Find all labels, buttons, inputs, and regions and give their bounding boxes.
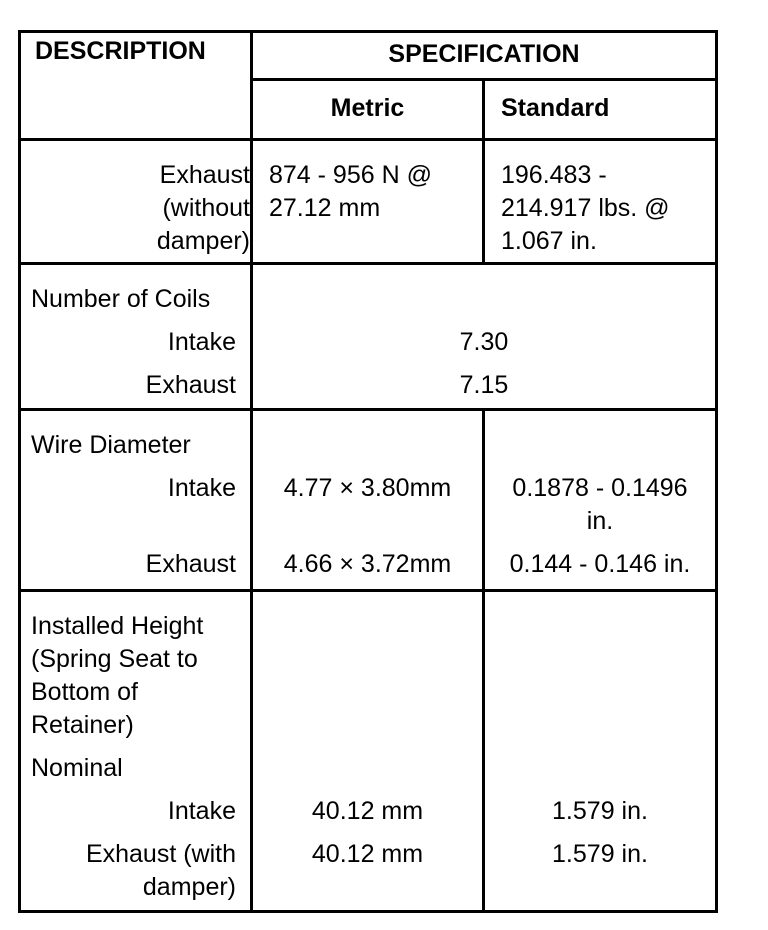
standard-header-label: Standard <box>501 93 610 122</box>
header-row <box>20 32 717 80</box>
exhaust-without-damper-metric <box>252 140 484 264</box>
coils-row <box>20 264 717 410</box>
height-intake-standard: 1.579 in. <box>552 797 648 825</box>
value-line: 874 - 956 N @ <box>269 161 432 189</box>
height-metric <box>252 591 484 912</box>
wire-diameter-row <box>20 410 717 591</box>
specification-header <box>252 32 717 80</box>
coils-title: Number of Coils <box>31 285 211 313</box>
height-exhaust-metric: 40.12 mm <box>311 840 424 868</box>
description-header-label: DESCRIPTION <box>35 37 206 65</box>
label-line: (without <box>162 194 250 222</box>
coils-intake-value: 7.30 <box>459 328 509 356</box>
standard-header <box>484 79 717 139</box>
metric-header-label: Metric <box>330 93 405 122</box>
height-exhaust-label-line: damper) <box>142 873 236 901</box>
height-labels <box>20 591 252 912</box>
metric-header <box>252 79 484 139</box>
coils-intake-label: Intake <box>167 328 236 356</box>
wire-intake-standard-line: 0.1878 - 0.1496 <box>512 474 688 502</box>
wire-standard <box>484 410 717 591</box>
wire-exhaust-metric: 4.66 × 3.72mm <box>283 550 452 578</box>
height-title-line: Installed Height <box>31 612 204 640</box>
coils-values <box>252 264 717 410</box>
exhaust-without-damper-standard <box>484 140 717 264</box>
value-line: 214.917 lbs. @ <box>501 194 670 222</box>
height-title-line: Bottom of <box>31 678 138 706</box>
height-intake-metric: 40.12 mm <box>311 797 424 825</box>
wire-exhaust-label: Exhaust <box>145 550 236 578</box>
coils-exhaust-label: Exhaust <box>145 371 236 399</box>
wire-exhaust-standard: 0.144 - 0.146 in. <box>509 550 691 578</box>
specification-header-label: SPECIFICATION <box>388 40 580 68</box>
spec-table <box>18 30 718 913</box>
height-exhaust-label-line: Exhaust (with <box>85 840 236 868</box>
installed-height-row <box>20 591 717 912</box>
wire-labels <box>20 410 252 591</box>
wire-metric <box>252 410 484 591</box>
height-standard <box>484 591 717 912</box>
description-header <box>20 32 252 140</box>
exhaust-without-damper-label <box>20 140 252 264</box>
height-nominal-label: Nominal <box>31 754 123 782</box>
wire-intake-standard-line: in. <box>586 507 614 535</box>
coils-exhaust-value: 7.15 <box>459 371 509 399</box>
height-exhaust-standard: 1.579 in. <box>552 840 648 868</box>
label-line: damper) <box>156 227 250 255</box>
wire-intake-label: Intake <box>167 474 236 502</box>
coils-labels <box>20 264 252 410</box>
value-line: 196.483 - <box>501 161 607 189</box>
exhaust-without-damper-row <box>20 140 717 264</box>
wire-title: Wire Diameter <box>31 431 191 459</box>
height-title-line: (Spring Seat to <box>31 645 198 673</box>
label-line: Exhaust <box>159 161 250 189</box>
value-line: 1.067 in. <box>501 227 597 255</box>
height-title-line: Retainer) <box>31 711 134 739</box>
wire-intake-metric: 4.77 × 3.80mm <box>283 474 452 502</box>
value-line: 27.12 mm <box>269 194 381 222</box>
height-intake-label: Intake <box>167 797 236 825</box>
